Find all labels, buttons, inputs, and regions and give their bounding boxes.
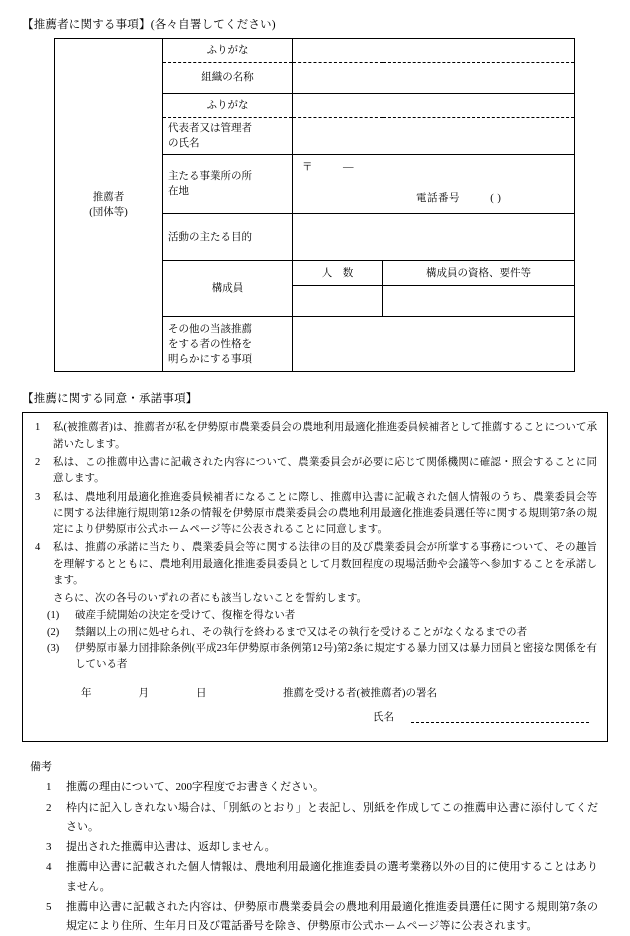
recommender-row-label: [55, 39, 163, 372]
label-office-address: [163, 155, 293, 214]
list-item: [44, 778, 598, 797]
list-item: [33, 490, 597, 539]
list-item: [33, 540, 597, 589]
telephone-label: [416, 191, 501, 206]
item-number: 2: [46, 801, 52, 814]
recommender-row-label-line2: (団体等): [89, 207, 128, 219]
remarks-title: 備考: [30, 761, 52, 774]
signature-date-line[interactable]: 年 月 日: [81, 688, 208, 700]
item-text: 私は、農地利用最適化推進委員候補者になることに際し、推薦申込書に記載された個人情報のうち、農業委員会等に関する法律施行規則第12条の情報を伊勢原市農業委員会の農地利用最適化推進委員選任等に関する規則第7条の規定により伊勢原市公式ホームページ等に公表されることに同意します。: [53, 491, 597, 536]
item-number: (3): [47, 642, 60, 654]
list-item: [33, 641, 597, 674]
section-heading-agreement: 【推薦に関する同意・承諾事項】: [22, 393, 198, 406]
signature-label: 推薦を受ける者(被推薦者)の署名: [283, 688, 437, 700]
remarks-list: [30, 778, 608, 936]
signature-name-field[interactable]: [411, 709, 589, 723]
item-text: 私は、推薦の承諾に当たり、農業委員会等に関する法律の目的及び農業委員会が所掌する事務について、その趣旨を理解するとともに、農地利用最適化推進委員委員として月数回程度の現場活動や会議等へ参加することを承諾します。: [53, 542, 597, 586]
recommender-row-label-line1: 推薦者: [92, 192, 125, 203]
label-other-matters-line1: その他の当該推薦: [168, 323, 252, 335]
list-item: [44, 838, 598, 857]
item-number: 2: [35, 456, 41, 468]
label-furigana-org: ふりがな: [163, 39, 293, 63]
recommender-table: [54, 38, 575, 372]
label-other-matters-line2: をする者の性格を: [168, 338, 252, 350]
item-number: (2): [47, 626, 60, 638]
item-number: 4: [46, 861, 52, 874]
field-office-address[interactable]: [293, 155, 575, 214]
item-text: 破産手続開始の決定を受けて、復権を得ない者: [75, 610, 296, 622]
field-org-name[interactable]: [293, 63, 575, 94]
label-other-matters: [163, 317, 293, 372]
label-main-purpose: 活動の主たる目的: [163, 214, 293, 261]
label-rep-name: [163, 118, 293, 155]
oath-list: [33, 608, 597, 673]
field-other-matters[interactable]: [293, 317, 575, 372]
item-text: 推薦申込書に記載された内容は、伊勢原市農業委員会の農地利用最適化推進委員選任に関する規則第7条の規定により住所、生年月日及び電話番号を除き、伊勢原市公式ホームページ等に公表されます。: [66, 900, 598, 933]
section-heading-recommender: 【推薦者に関する事項】(各々自署してください): [22, 19, 276, 31]
item-number: 4: [35, 542, 41, 554]
telephone-field[interactable]: ( ): [490, 193, 502, 205]
field-furigana-org[interactable]: [293, 39, 575, 63]
list-item: [33, 625, 597, 641]
field-member-count[interactable]: [293, 286, 383, 317]
field-rep-name[interactable]: [293, 118, 575, 155]
item-text: 推薦の理由について、200字程度でお書きください。: [66, 781, 325, 794]
agreement-box: [22, 412, 608, 742]
label-furigana-rep: ふりがな: [163, 94, 293, 118]
item-text: 私(被推薦者)は、推薦者が私を伊勢原市農業委員会の農地利用最適化推進委員候補者として推薦することについて承諾いたします。: [53, 422, 597, 450]
signature-name-label: 氏名: [373, 712, 394, 724]
field-furigana-rep[interactable]: [293, 94, 575, 118]
item-number: 1: [46, 781, 52, 794]
item-number: 3: [46, 841, 52, 854]
item-number: 1: [35, 422, 41, 434]
list-item: [44, 898, 598, 936]
label-office-address-line2: 在地: [168, 186, 189, 198]
list-item: [44, 858, 598, 897]
header-member-count: 人 数: [293, 261, 383, 286]
agreement-section: [22, 390, 608, 742]
list-item: [33, 420, 597, 453]
header-member-qualification: 構成員の資格、要件等: [383, 261, 575, 286]
label-other-matters-line3: 明らかにする事項: [168, 354, 252, 366]
agreement-list: [33, 420, 597, 589]
field-main-purpose[interactable]: [293, 214, 575, 261]
item-text: 推薦申込書に記載された個人情報は、農地利用最適化推進委員の選考業務以外の目的に使用することはありません。: [66, 861, 598, 893]
item-number: (1): [47, 610, 60, 622]
label-office-address-line1: 主たる事業所の所: [168, 171, 252, 183]
item-text: 伊勢原市暴力団排除条例(平成23年伊勢原市条例第12号)第2条に規定する暴力団又は暴力団員と密接な関係を有している者: [75, 642, 597, 671]
list-item: [33, 455, 597, 488]
remarks-section: [22, 758, 608, 936]
item-number: 3: [35, 491, 41, 503]
label-org-name: 組織の名称: [163, 63, 293, 94]
telephone-label-text: 電話番号: [416, 193, 460, 205]
item-text: 禁錮以上の刑に処せられ、その執行を終わるまで又はその執行を受けることがなくなるまでの者: [75, 626, 528, 638]
label-members: 構成員: [163, 261, 293, 317]
label-rep-name-line2: の氏名: [168, 138, 200, 150]
item-number: 5: [46, 900, 52, 913]
oath-lead-text: さらに、次の各号のいずれの者にも該当しないことを誓約します。: [53, 593, 368, 605]
table-row: [55, 39, 575, 63]
postal-mark: 〒: [302, 162, 313, 174]
item-text: 私は、この推薦申込書に記載された内容について、農業委員会が必要に応じて関係機関に確認・照会することに同意します。: [53, 456, 597, 485]
label-rep-name-line1: 代表者又は管理者: [168, 123, 252, 134]
postal-dash: ―: [343, 162, 354, 174]
field-member-qualification[interactable]: [383, 286, 575, 317]
item-text: 提出された推薦申込書は、返却しません。: [66, 841, 276, 854]
list-item: [44, 799, 598, 838]
list-item: [33, 608, 597, 624]
signature-area: [33, 685, 597, 731]
item-text: 枠内に記入しきれない場合は、「別紙のとおり」と表記し、別紙を作成してこの推薦申込書に添付してください。: [66, 801, 598, 833]
